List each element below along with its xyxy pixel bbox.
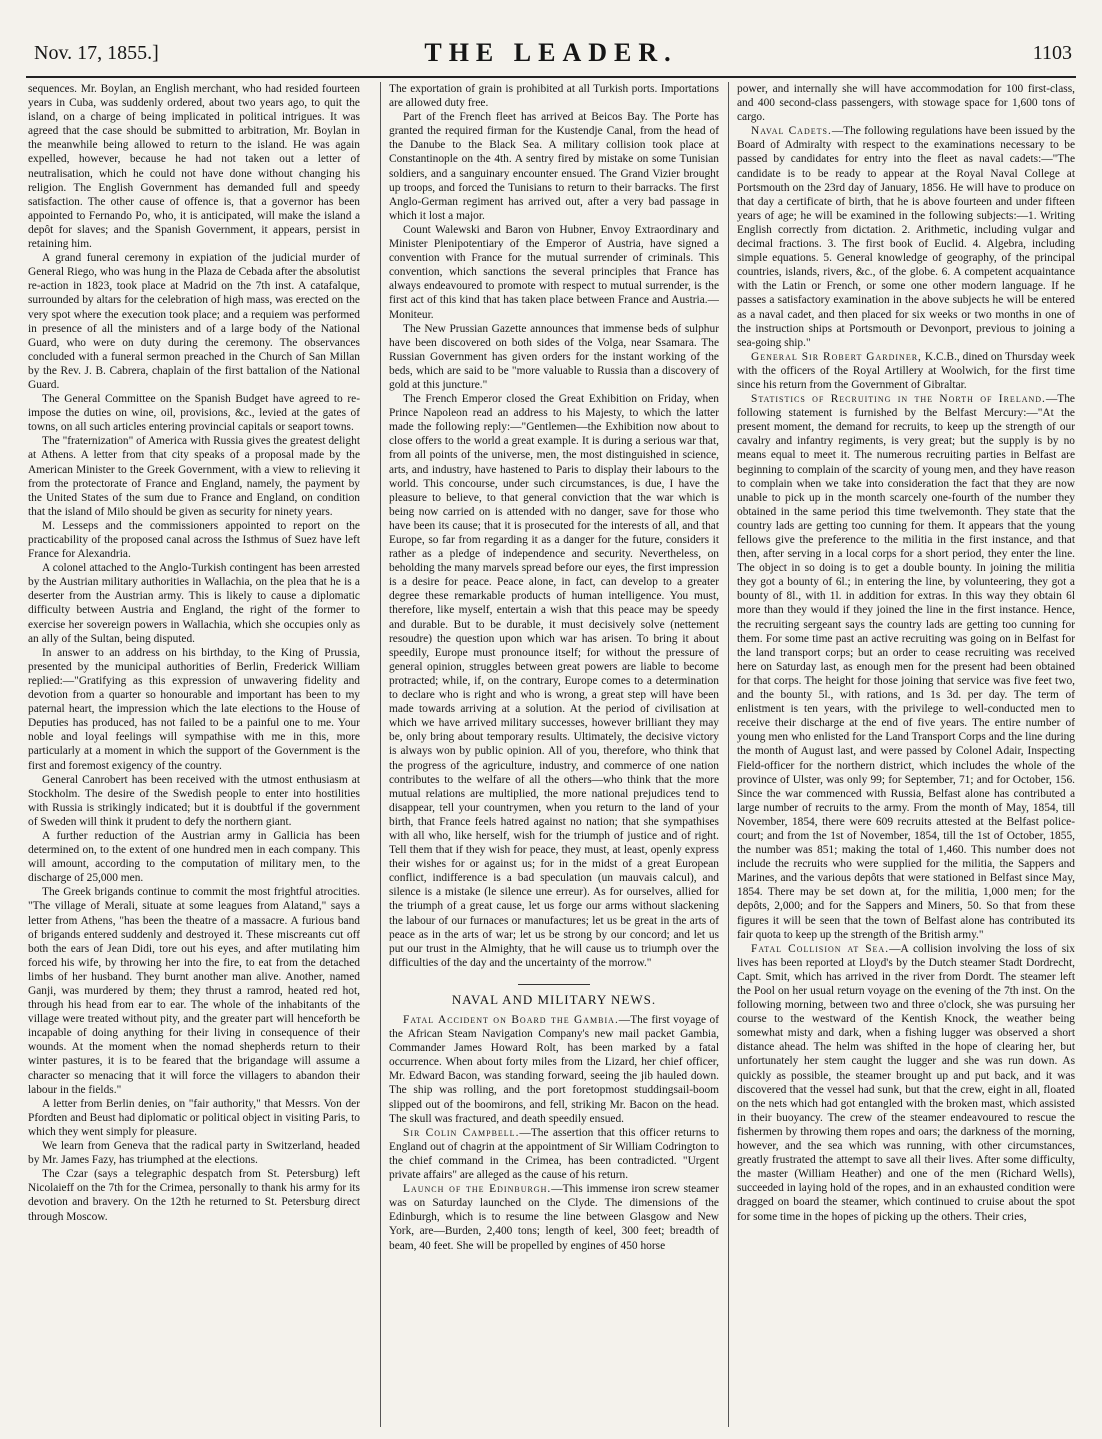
paragraph: A letter from Berlin denies, on "fair authority," that Messrs. Von der Pfordten and Beust had diplomatic or political object in visiting Paris, to which they went simply for pleasure. xyxy=(28,1097,360,1138)
paragraph: The Czar (says a telegraphic despatch from St. Petersburg) left Nicolaieff on the 7th for the Crimea, personally to thank his army for its devotion and bravery. On the 12th he returned to St. Petersburg direct through Moscow. xyxy=(28,1168,360,1223)
section-heading: NAVAL AND MILITARY NEWS. xyxy=(451,991,657,1007)
paragraph-body: —The first voyage of the African Steam Navigation Company's new mail packet Gambia, Commander James Howard Rolt, has been marked by a fatal occurrence. When about forty miles from the Lizard, her chief officer, Mr. Edward Bacon, was standing forward, seeing the jib hauled down. The ship was rolling, and the port foretopmost studdingsail-boom slipped out of the boomirons, and fell, striking Mr. Bacon on the head. The skull was fractured, and death speedily ensued. xyxy=(389,1014,719,1125)
paragraph: A grand funeral ceremony in expiation of the judicial murder of General Riego, who was hung in the Plaza de Cebada after the absolutist re-action in 1823, took place at Madrid on the 7th inst. A catafalque, surrounded by altars for the celebration of high mass, was erected on the very spot where the execution took place; and a requiem was performed in presence of all the ministers and of a large body of the National Guard, who were on duty during the ceremony. The observances concluded with a funeral sermon preached in the Church of San Millan by the Rev. J. B. Cabrera, chaplain of the first battalion of the National Guard. xyxy=(28,252,360,391)
paragraph-body: —The following regulations have been issued by the Board of Admiralty with respect to the examinations necessary to be passed by candidates for entry into the fleet as naval cadets:—"The candidate is to be ready to appear at the Royal Naval College at Portsmouth on the 23rd day of January, 1856. He will have to produce on that day a certificate of birth, that he is above fourteen and under fifteen years of age; he will be examined in the following subjects:—1. Writing English correctly from dictation. 2. Arithmetic, including vulgar and decimal fractions. 3. The first book of Euclid. 4. Algebra, including simple equations. 5. General knowledge of geography, of the principal countries, islands, rivers, &c., of the globe. 6. A competent acquaintance with the Latin or French, or some one other modern language. If he passes a satisfactory examination in the above subjects he will be entered as a naval cadet, and then placed for six weeks or two months in one of the instruction ships at Portsmouth or Devonport, previous to joining a sea-going ship." xyxy=(737,125,1075,349)
paragraph-lead: Launch of the Edinburgh. xyxy=(403,1183,552,1196)
paragraph-lead: General Sir Robert Gardiner, xyxy=(751,350,922,363)
paragraph xyxy=(737,350,1075,392)
paragraph-body: K.C.B., dined on Thursday week with the officers of the Royal Artillery at Woolwich, for the first time since his return from the Government of Gibraltar. xyxy=(737,350,1075,391)
column-2 xyxy=(380,82,719,1427)
paragraph: A colonel attached to the Anglo-Turkish contingent has been arrested by the Austrian military authorities in Wallachia, on the plea that he is a deserter from the Austrian army. This is likely to cause a diplomatic difficulty between Austria and England, the right of the former to exercise her sovereign powers in Wallachia, which she occupies only as an ally of the Sultan, being disputed. xyxy=(28,562,360,645)
paragraph-body: —The following statement is furnished by the Belfast Mercury:—"At the present moment, the demand for recruits, to keep up the strength of our cavalry and infantry regiments, is very great; but the supply is by no means equal to meet it. The numerous recruiting parties in Belfast are beginning to complain of the scarcity of young men, and they have reason to complain when we take into consideration the fact that they are now unable to pick up in the month scarcely one-fourth of the number they obtained in the same period this time twelvemonth. They state that the country lads are getting too cunning for them. It appears that the young fellows give the preference to the militia in the first instance, and that then, after serving in a local corps for a short period, they enter the line. The object in so doing is to get a double bounty. In joining the militia they got a bounty of 6l.; in entering the line, by volunteering, they got a bounty of 8l., with 1l. in addition for extras. In this way they obtain 6l more than they would if they joined the line in the first instance. Hence, the recruiting sergeant says the country lads are getting too cunning for them. For some time past an active recruiting was going on in Belfast for the land transport corps; but an order to cease recruiting was received here on Saturday last, as enough men for the present had been obtained for that corps. The height for those joining that service was five feet two, and the bounty 5l., with rations, and 1s 3d. per day. The term of enlistment is ten years, with the privilege to well-conducted men to receive their discharge at the end of five years. The entire number of young men who enlisted for the Land Transport Corps and the line during the month of August last, and were passed by Colonel Adair, Inspecting Field-officer for the northern district, which includes the whole of the province of Ulster, was only 99; for September, 71; and for October, 156. Since the war commenced with Russia, Belfast alone has contributed a large number of recruits to the army. From the month of May, 1854, till November, 1854, there were 609 recruits attested at the Belfast police-court; and from the 1st of November, 1854, till the 1st of October, 1855, the number was 851; making the total of 1,460. This number does not include the recruits who were supplied for the militia, the Sappers and Marines, and the various depôts that were stationed in Belfast since May, 1854. There may be set down at, for the militia, 1,000 men; for the depôts, 2,000; and for the Sappers and Miners, 50. So that from these figures it will be seen that the town of Belfast alone has contributed its fair quota to keep up the strength of the British army." xyxy=(737,393,1075,941)
paragraph: The French Emperor closed the Great Exhibition on Friday, when Prince Napoleon read an address to his Majesty, to which the latter made the following reply:—"Gentlemen—the Exhibition now about to close offers to the world a great example. It is during a serious war that, from all points of the universe, men, the most distinguished in science, arts, and industry, have hastened to Paris to display their labours to the world. This concourse, under such circumstances, is due, I have the pleasure to believe, to that general conviction that the war which is being now carried on is attended with no danger, save for those who have been its cause; that it is prosecuted for the interests of all, and that Europe, so far from regarding it as a danger for the future, considers it rather as a pledge of independence and security. Nevertheless, on beholding the many marvels spread before our eyes, the first impression is a desire for peace. Peace alone, in fact, can develop to a greater degree these remarkable products of human intelligence. You must, therefore, like myself, entertain a wish that this peace may be speedy and durable. But to be durable, it must decisively solve (nettement resoudre) the question upon which war has arisen. To bring it about speedily, Europe must pronounce itself; for without the pressure of general opinion, struggles between great powers are liable to become protracted; while, if, on the contrary, Europe comes to a determination to declare who is right and who is wrong, a great step will have been made towards arriving at a solution. At the period of civilisation at which we have arrived military successes, however brilliant they may be, only bring about temporary results. Ultimately, the decisive victory is always won by public opinion. All of you, therefore, who think that the progress of the agriculture, industry, and commerce of one nation contributes to the welfare of all the others—who think that the more mutual relations are multiplied, the more national prejudices tend to disappear, tell your countrymen, when you return to the land of your birth, that France feels hatred against no nation; that she sympathises with all who, like herself, wish for the triumph of justice and of right. Tell them that if they wish for peace, they must, at least, openly express their wishes for or against us; for in the midst of a great European conflict, indifference is a bad speculation (un mauvais calcul), and silence is a mistake (le silence une erreur). As for ourselves, allied for the triumph of a great cause, let us forge our arms without slackening the labour of our furnaces or manufactures; let us be great in the arts of peace as in the arts of war; let us be strong by our concord; and let us put our trust in the Almighty, that he will cause us to triumph over the difficulties of the day and the uncertainty of the morrow." xyxy=(389,393,719,969)
paragraph: Part of the French fleet has arrived at Beicos Bay. The Porte has granted the required firman for the Kustendje Canal, from the head of the Danube to the Black Sea. A military collision took place at Constantinople on the 4th. A sentry fired by mistake on some Tunisian soldiers, and a sanguinary encounter ensued. The Grand Vizier brought up troops, and forced the Tunisians to return to their barracks. The first Anglo-German regiment has arrived out, after a very bad passage in which it lost a major. xyxy=(389,111,719,222)
page-header xyxy=(26,38,1076,78)
paragraph xyxy=(389,1182,719,1252)
paragraph: A further reduction of the Austrian army in Gallicia has been determined on, to the extent of one hundred men in each company. This will amount, according to the computation of military men, to the discharge of 25,000 men. xyxy=(28,829,360,885)
paragraph: sequences. Mr. Boylan, an English merchant, who had resided fourteen years in Cuba, was suddenly ordered, about two years ago, to quit the island, on a charge of being implicated in political intrigues. It was agreed that the case should be submitted to arbitration, Mr. Boylan in the meanwhile being allowed to return to the island. He was again expelled, however, because he had not taken out a letter of neutralisation, which he could not have done without changing his religion. The English Government has demanded full and speedy satisfaction. The other cause of offence is, that a governor has been appointed to Fernando Po, who, it is anticipated, will make the island a depôt for slaves; and the Spanish Government, it appears, persist in retaining him. xyxy=(28,83,360,251)
paragraph-body: —The assertion that this officer returns to England out of chagrin at the appointment of Sir William Codrington to the chief command in the Crimea, has been contradicted. "Urgent private affairs" are alleged as the cause of his return. xyxy=(389,1126,719,1182)
paragraph: Count Walewski and Baron von Hubner, Envoy Extraordinary and Minister Plenipotentiary of the Emperor of Austria, have signed a convention with France for the mutual surrender of criminals. This convention, which sanctions the several principles that France has always endeavoured to promote with respect to mutual surrender, is the first act of this kind that has taken place between France and Austria.—Moniteur. xyxy=(389,223,719,321)
paragraph xyxy=(737,124,1075,350)
paragraph-body: —A collision involving the loss of six lives has been reported at Lloyd's by the Dutch steamer Stadt Dordrecht, Capt. Smit, which has arrived in the river from Dordt. The steamer left the Pool on her usual return voyage on the evening of the 7th inst. On the following morning, between two and three o'clock, she was pursuing her course to the westward of the Kentish Knock, the weather being somewhat misty and dark, when a fishing lugger was observed a short distance ahead. The helm was shifted in the hope of clearing her, but unfortunately her stem caught the lugger and she was run down. As quickly as possible, the steamer brought up and put back, and it was discovered that the vessel had sunk, but that the crew, eight in all, floated on the nets which had got entangled with the broken mast, which assisted in their buoyancy. The crew of the steamer endeavoured to rescue the fishermen by throwing them ropes and oars; the darkness of the morning, however, and the sea which was running, with other circumstances, greatly frustrated the attempt to save all their lives. After some difficulty, the master (William Heather) and one of the men (Richard Wells), succeeded in laying hold of the ropes, and in an exhausted condition were dragged on board the steamer, which continued to cruise about the spot for some time in the hopes of picking up the others. Their cries, xyxy=(737,942,1075,1223)
paragraph: The "fraternization" of America with Russia gives the greatest delight at Athens. A letter from that city speaks of a proposal made by the American Minister to the Greek Government, with a view to relieving it from the protectorate of France and England, namely, the payment by the United States of the sum due to France and England, on condition that the island of Milo should be given as security for ninety years. xyxy=(28,435,360,518)
paragraph-lead: Naval Cadets. xyxy=(751,125,832,138)
paragraph: We learn from Geneva that the radical party in Switzerland, headed by Mr. James Fazy, has triumphed at the elections. xyxy=(28,1140,360,1167)
paragraph: The Greek brigands continue to commit the most frightful atrocities. "The village of Merali, situate at some leagues from Alatand," says a letter from Athens, "has been the theatre of a massacre. A furious band of brigands entered suddenly and destroyed it. These miscreants cut off both the ears of Jean Didi, tore out his eyes, and after mutilating him forced his wife, by throwing her into the fire, to eat from the detached limbs of her husband. They burnt another man alive. Another, named Ganji, was murdered by them; they thrust a ramrod, heated red hot, through his head from ear to ear. The whole of the inhabitants of the village were treated without pity, and the greater part will henceforth be incapable of doing anything for their living in consequence of their wounds. At the moment when the nomad shepherds return to their winter pastures, it is to be feared that the brigandage will assume a character so menacing that it will force the villagers to abandon their labour in the fields." xyxy=(28,886,360,1096)
paragraph-body: —This immense iron screw steamer was on Saturday launched on the Clyde. The dimensions of the Edinburgh, which is to resume the line between Glasgow and New York, are—Burden, 2,400 tons; length of keel, 300 feet; breadth of beam, 40 feet. She will be propelled by engines of 450 horse xyxy=(389,1183,719,1252)
column-3 xyxy=(728,82,1075,1427)
paragraph xyxy=(737,942,1075,1224)
paragraph-lead: Statistics of Recruiting in the North of Ireland. xyxy=(751,393,1046,406)
paragraph-lead: Fatal Collision at Sea. xyxy=(751,942,890,955)
paragraph: The exportation of grain is prohibited at all Turkish ports. Importations are allowed duty free. xyxy=(389,83,719,110)
paragraph: M. Lesseps and the commissioners appointed to report on the practicability of the proposed canal across the Isthmus of Suez have left France for Alexandria. xyxy=(28,519,360,561)
paragraph-lead: Fatal Accident on Board the Gambia. xyxy=(403,1014,619,1026)
paragraph: The General Committee on the Spanish Budget have agreed to re-impose the duties on wine, oil, provisions, &c., levied at the gates of towns, on all such articles entering provincial capitals or seaport towns. xyxy=(28,393,360,434)
paragraph xyxy=(389,1126,719,1182)
paragraph: General Canrobert has been received with the utmost enthusiasm at Stockholm. The desire of the Swedish people to enter into hostilities with Russia is strikingly indicated; but it is doubtful if the government of Sweden will think it prudent to defy the northern giant. xyxy=(28,773,360,828)
section-divider xyxy=(518,984,590,985)
masthead-title: THE LEADER. xyxy=(424,38,678,67)
paragraph: In answer to an address on his birthday, to the King of Prussia, presented by the municipal authorities of Berlin, Frederick William replied:—"Gratifying as this expression of unwavering fidelity and devotion from a quarter so honourable and important has been to my paternal heart, the impression which the late elections to the House of Deputies has produced, has not failed to be a painful one to me. Your noble and loyal feelings will sympathise with me in this, more particularly at a moment in which the support of the Government is the first and foremost exigency of the country. xyxy=(28,646,360,772)
column-1 xyxy=(28,82,360,1427)
paragraph xyxy=(737,392,1075,942)
issue-date: Nov. 17, 1855.] xyxy=(34,42,159,64)
paragraph: The New Prussian Gazette announces that immense beds of sulphur have been discovered on both sides of the Volga, near Ssamara. The Russian Government has given orders for the instant working of the beds, which are said to be "more valuable to Russia than a discovery of gold at this juncture." xyxy=(389,322,719,391)
paragraph xyxy=(389,1013,719,1126)
page-number: 1103 xyxy=(1032,42,1072,64)
paragraph: power, and internally she will have accommodation for 100 first-class, and 400 second-class passengers, with stowage space for 1,600 tons of cargo. xyxy=(737,83,1075,124)
paragraph-lead: Sir Colin Campbell. xyxy=(403,1126,520,1139)
